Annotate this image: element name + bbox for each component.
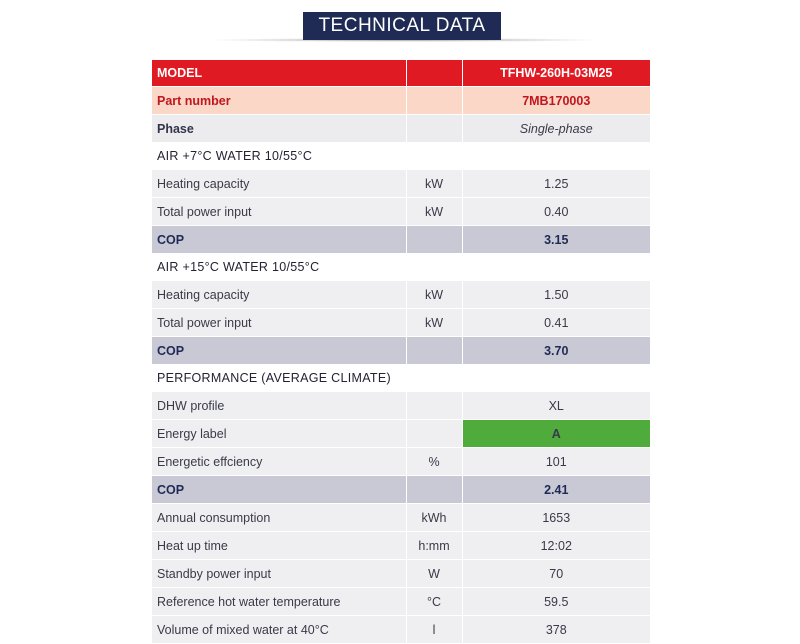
table-row	[152, 281, 650, 309]
row-value: 0.41	[462, 309, 650, 337]
efficiency-unit: %	[406, 448, 462, 476]
row-value: 0.40	[462, 198, 650, 226]
row-unit: h:mm	[406, 532, 462, 560]
section-heading-row	[152, 254, 650, 281]
row-value: 378	[462, 616, 650, 644]
row-value: 59.5	[462, 588, 650, 616]
table-row	[152, 532, 650, 560]
cop-unit	[406, 337, 462, 365]
table-row	[152, 392, 650, 420]
part-number-row	[152, 87, 650, 115]
model-value: TFHW-260H-03M25	[462, 60, 650, 87]
dhw-profile-unit	[406, 392, 462, 420]
energy-label-label: Energy label	[152, 420, 406, 448]
cop-value: 3.15	[462, 226, 650, 254]
cop-row	[152, 337, 650, 365]
cop-label: COP	[152, 337, 406, 365]
row-label: Volume of mixed water at 40°C	[152, 616, 406, 644]
table-row	[152, 198, 650, 226]
dhw-profile-value: XL	[462, 392, 650, 420]
table-row	[152, 448, 650, 476]
model-row	[152, 60, 650, 87]
table-row	[152, 560, 650, 588]
efficiency-value: 101	[462, 448, 650, 476]
cop-value: 2.41	[462, 476, 650, 504]
cop-unit	[406, 226, 462, 254]
cop-unit	[406, 476, 462, 504]
phase-label: Phase	[152, 115, 406, 143]
row-unit: W	[406, 560, 462, 588]
row-unit: °C	[406, 588, 462, 616]
part-number-unit	[406, 87, 462, 115]
phase-value: Single-phase	[462, 115, 650, 143]
title-area	[0, 10, 800, 50]
dhw-profile-label: DHW profile	[152, 392, 406, 420]
phase-unit	[406, 115, 462, 143]
technical-data-table	[152, 60, 650, 644]
phase-row	[152, 115, 650, 143]
row-label: Reference hot water temperature	[152, 588, 406, 616]
table-row	[152, 420, 650, 448]
row-value: 1653	[462, 504, 650, 532]
row-value: 1.50	[462, 281, 650, 309]
row-unit: kWh	[406, 504, 462, 532]
table-row	[152, 588, 650, 616]
cop-label: COP	[152, 226, 406, 254]
row-label: Standby power input	[152, 560, 406, 588]
section-heading-air15: AIR +15°C WATER 10/55°C	[152, 254, 650, 281]
row-unit: kW	[406, 170, 462, 198]
row-unit: kW	[406, 198, 462, 226]
section-heading-performance: PERFORMANCE (AVERAGE CLIMATE)	[152, 365, 650, 392]
section-heading-row	[152, 143, 650, 170]
row-value: 1.25	[462, 170, 650, 198]
cop-row	[152, 476, 650, 504]
part-number-value: 7MB170003	[462, 87, 650, 115]
row-label: Total power input	[152, 198, 406, 226]
row-label: Total power input	[152, 309, 406, 337]
section-heading-air7: AIR +7°C WATER 10/55°C	[152, 143, 650, 170]
row-label: Heat up time	[152, 532, 406, 560]
section-heading-row	[152, 365, 650, 392]
row-unit: kW	[406, 309, 462, 337]
model-unit	[406, 60, 462, 87]
cop-value: 3.70	[462, 337, 650, 365]
table-row	[152, 170, 650, 198]
row-value: 70	[462, 560, 650, 588]
energy-label-badge: A	[462, 420, 650, 448]
efficiency-label: Energetic effciency	[152, 448, 406, 476]
table-row	[152, 309, 650, 337]
row-label: Heating capacity	[152, 281, 406, 309]
row-unit: l	[406, 616, 462, 644]
page-title: TECHNICAL DATA	[303, 12, 501, 40]
table-row	[152, 616, 650, 644]
row-value: 12:02	[462, 532, 650, 560]
table-row	[152, 504, 650, 532]
cop-row	[152, 226, 650, 254]
part-number-label: Part number	[152, 87, 406, 115]
model-label: MODEL	[152, 60, 406, 87]
row-label: Heating capacity	[152, 170, 406, 198]
cop-label: COP	[152, 476, 406, 504]
row-label: Annual consumption	[152, 504, 406, 532]
energy-label-unit	[406, 420, 462, 448]
row-unit: kW	[406, 281, 462, 309]
